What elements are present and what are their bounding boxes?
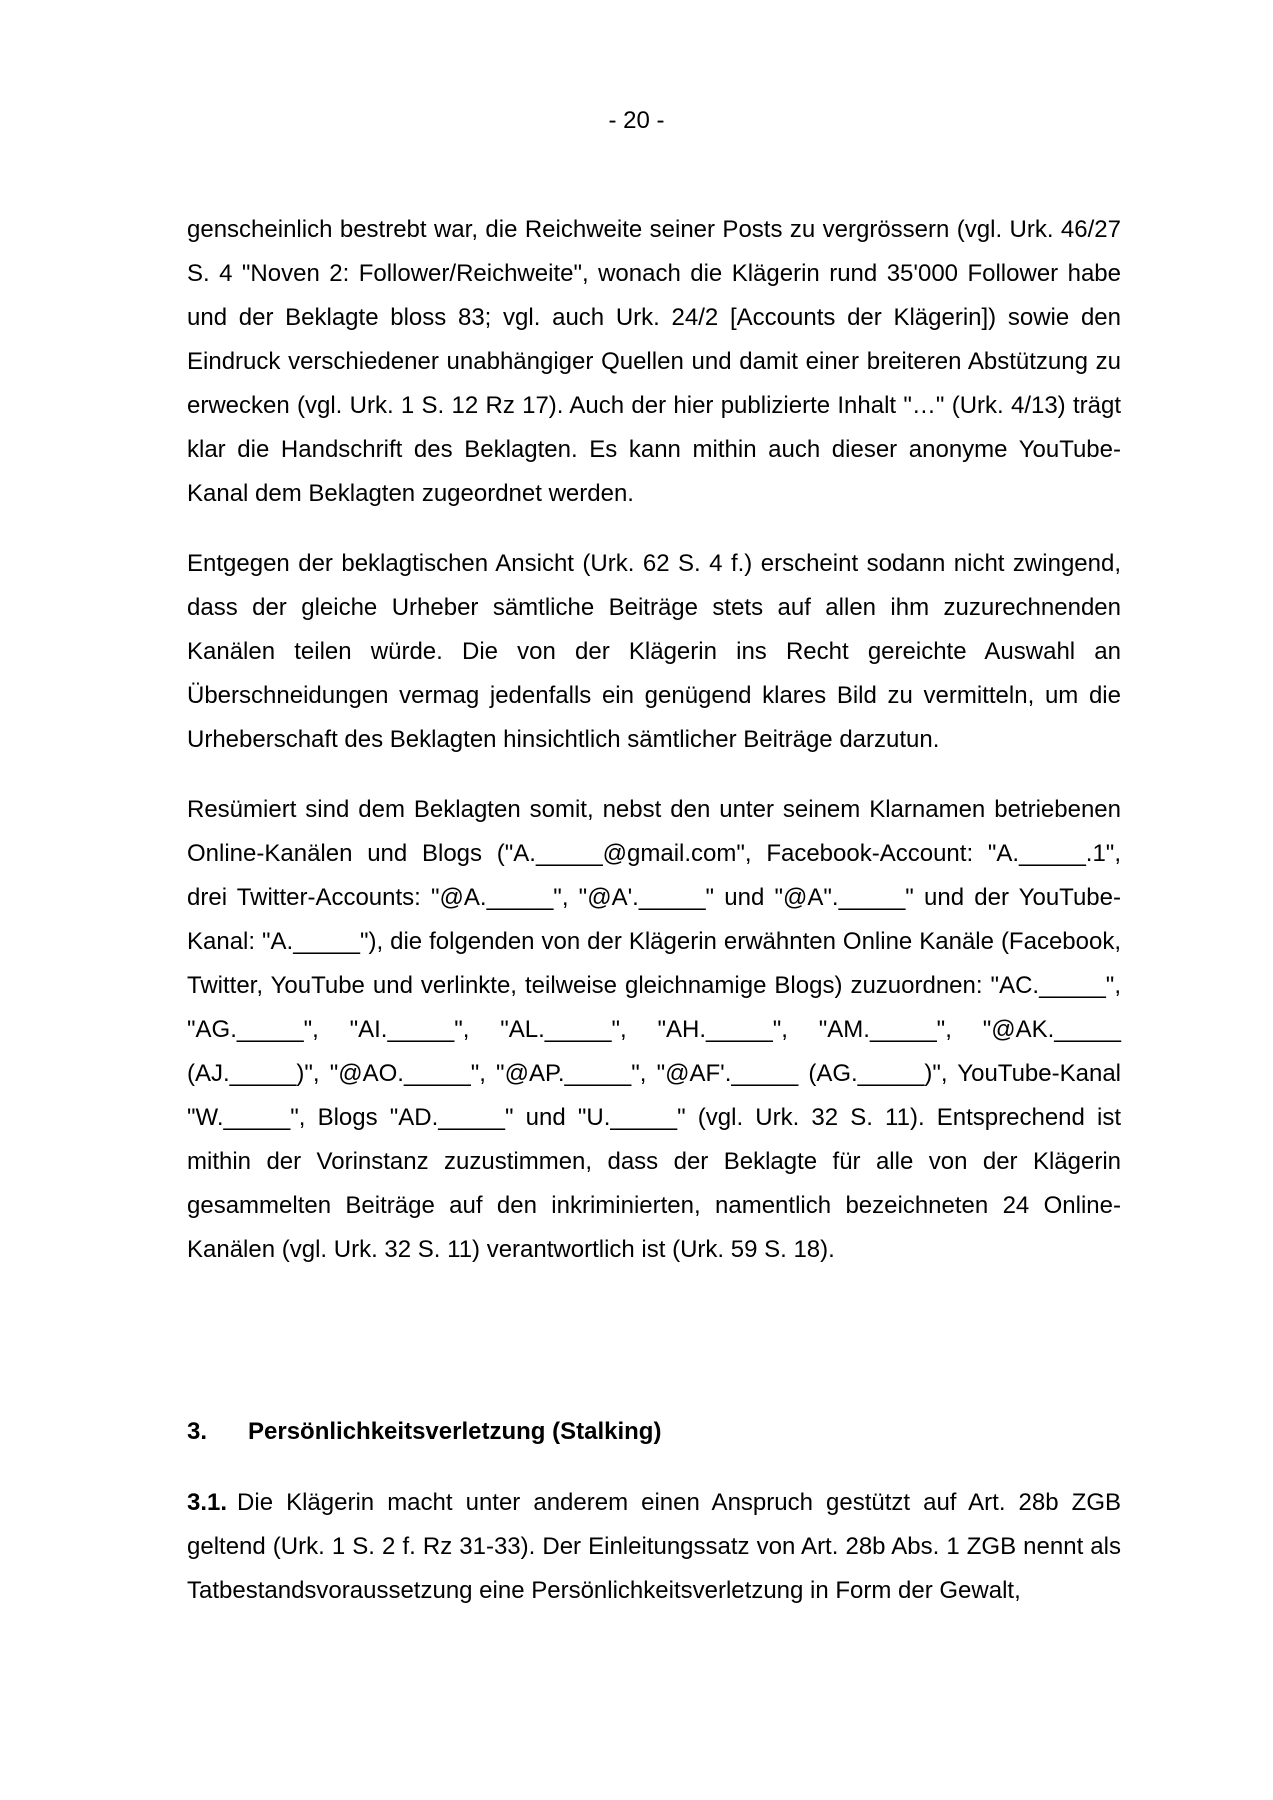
subsection-number: 3.1. — [187, 1489, 228, 1516]
paragraph-3: Resümiert sind dem Beklagten somit, nebst den unter seinem Klarnamen betriebenen Online-Kanälen und Blogs ("A._____@gmail.com", Facebook-Account: "A._____.1", drei Twitter-Accounts: "@A._____", "@A'._____" und "@A"._____" und der YouTube-Kanal: "A._____"), die folgenden von der Klägerin erwähnten Online Kanäle (Facebook, Twitter, YouTube und verlinkte, teilweise gleichnamige Blogs) zuzuordnen: "AC._____", "AG._____", "AI._____", "AL._____", "AH._____", "AM._____", "@AK._____ (AJ._____)", "@AO._____", "@AP._____", "@AF'._____ (AG._____)", YouTube-Kanal "W._____", Blogs "AD._____" und "U._____" (vgl. Urk. 32 S. 11). Entsprechend ist mithin der Vorinstanz zuzustimmen, dass der Beklagte für alle von der Klägerin gesammelten Beiträge auf den inkriminierten, namentlich bezeichneten 24 Online-Kanälen (vgl. Urk. 32 S. 11) verantwortlich ist (Urk. 59 S. 18). — [187, 796, 1121, 1263]
page-number: - 20 - — [608, 107, 665, 134]
subsection-text: Die Klägerin macht unter anderem einen Anspruch gestützt auf Art. 28b ZGB geltend (Urk. 1 S. 2 f. Rz 31-33). Der Einleitungssatz von Art. 28b Abs. 1 ZGB nennt als Tatbestandsvoraussetzung eine Persönlichkeitsverletzung in Form der Gewalt, — [187, 1489, 1121, 1604]
paragraph-1: genscheinlich bestrebt war, die Reichweite seiner Posts zu vergrössern (vgl. Urk. 46/27 S. 4 "Noven 2: Follower/Reichweite", wonach die Klägerin rund 35'000 Follower habe und der Beklagte bloss 83; vgl. auch Urk. 24/2 [Accounts der Klägerin]) sowie den Eindruck verschiedener unabhängiger Quellen und damit einer breiteren Abstützung zu erwecken (vgl. Urk. 1 S. 12 Rz 17). Auch der hier publizierte Inhalt "…" (Urk. 4/13) trägt klar die Handschrift des Beklagten. Es kann mithin auch dieser anonyme YouTube-Kanal dem Beklagten zugeordnet werden. — [187, 216, 1121, 507]
section-number: 3. — [187, 1418, 208, 1445]
subsection-paragraph — [187, 1481, 1121, 1613]
section-heading — [187, 1410, 661, 1454]
section-title: Persönlichkeitsverletzung (Stalking) — [248, 1418, 662, 1445]
document-body — [187, 208, 1121, 1604]
paragraph-2: Entgegen der beklagtischen Ansicht (Urk. 62 S. 4 f.) erscheint sodann nicht zwingend, dass der gleiche Urheber sämtliche Beiträge stets auf allen ihm zuzurechnenden Kanälen teilen würde. Die von der Klägerin ins Recht gereichte Auswahl an Überschneidungen vermag jedenfalls ein genügend klares Bild zu vermitteln, um die Urheberschaft des Beklagten hinsichtlich sämtlicher Beiträge darzutun. — [187, 550, 1121, 753]
